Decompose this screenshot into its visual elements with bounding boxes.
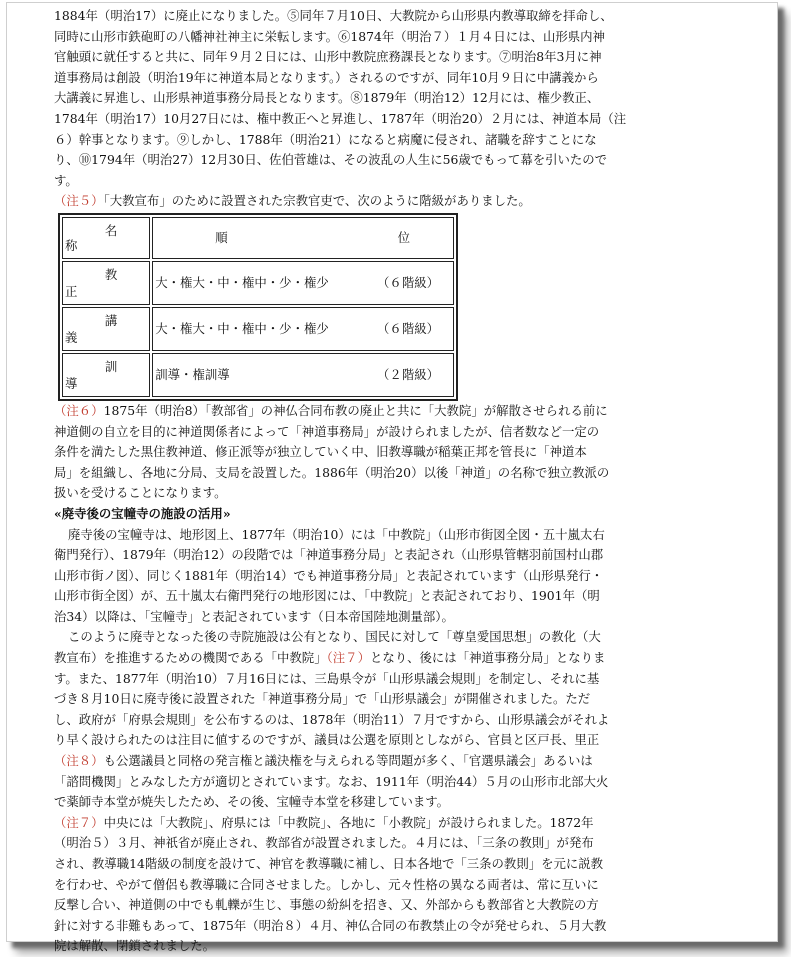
rank-cell (152, 353, 454, 397)
note5-line (54, 191, 734, 212)
text-line: 1784年（明治17）10月27日には、権中教正へと昇進し、1787年（明治20）２月には、神道本局（注 (54, 110, 627, 126)
rank-level: （２階級） (377, 366, 439, 382)
text-line: ６）幹事となります。⑨しかし、1788年（明治21）になると病魔に侵され、諸職を辞すことにな (54, 131, 597, 147)
text-line: づき８月10日に廃寺後に設置された「神道事務分局」で「山形県議会」が開催されました。ただ (54, 691, 591, 707)
note6-text: 1875年（明治8）「教部省」の神仏合同布教の廃止と共に「大教院」が解散させられる前に (103, 402, 608, 418)
header-name-bottom: 称 (65, 238, 78, 254)
header-rank-cell (152, 217, 454, 259)
table-row (62, 353, 454, 397)
text-line: 針に対する非難もあって、1875年（明治８）４月、神仏合同の布教禁止の令が発せられ、５月大教 (54, 917, 607, 933)
header-col-b: 位 (397, 229, 411, 245)
text-line: 院は解散、閉鎖されました。 (54, 938, 216, 954)
text-line: 山形市街全図）が、五十嵐太右衛門発行の地形図には、「中教院」と表記されており、1901年（明 (54, 588, 600, 604)
text-line: 廃寺後の宝幢寺は、地形図上、1877年（明治10）には「中教院」（山形市街図全図・五十嵐太右 (68, 526, 605, 542)
text-line: 条件を満たした黒住教神道、修正派等が独立していく中、旧教導職が稲葉正邦を管長に「神道本 (54, 444, 587, 460)
text-line: 神道側の自立を目的に神道関係者によって「神道事務局」が設けられましたが、信者数など一定の (54, 423, 600, 439)
text-line: 官触頭に就任すると共に、同年９月２日には、山形中教院庶務課長となります。⑦明治8年3月に神 (54, 49, 602, 65)
note5-text: 「大教宣布」のために設置された宗教官吏で、次のように階級がありました。 (103, 193, 531, 209)
rank-level: （６階級） (377, 320, 439, 336)
name-cell (62, 353, 150, 397)
table-row (62, 261, 454, 305)
rank-list: 訓導・権訓導 (155, 366, 230, 382)
header-name-cell (62, 217, 150, 259)
section-heading: «廃寺後の宝幢寺の施設の活用» (54, 505, 231, 521)
note7-first-line (54, 813, 734, 834)
text-line: り、⑩1794年（明治27）12月30日、佐伯菅雄は、その波乱の人生に56歳でもって幕を引いたので (54, 152, 608, 168)
header-name-top: 名 (104, 222, 118, 238)
text-line: を行わせ、やがて僧侶も教導職に合同させました。しかし、元々性格の異なる両者は、常に互いに (54, 876, 599, 892)
text-line: （明治５）３月、神祇省が廃止され、教部省が設置されました。４月には、「三条の教則」が発布 (54, 835, 594, 851)
text-line: し、政府が「府県会規則」を公布するのは、1878年（明治11）７月ですから、山形県議会がそれよ (54, 711, 610, 727)
name-cell (62, 261, 150, 305)
name-top: 訓 (104, 358, 118, 374)
note6-first-line (54, 401, 734, 422)
text-line: され、教導職14階級の制度を設けて、神官を教導職に補し、日本各地で「三条の教則」を元に説教 (54, 856, 604, 871)
note7-label: （注７） (54, 814, 104, 830)
text-line: 局」を組織し、各地に分局、支局を設置した。1886年（明治20）以後「神道」の名称で独立教派の (54, 464, 610, 480)
text-line: 同時に山形市鉄砲町の八幡神社神主に栄転します。⑥1874年（明治７）１月４日には、山形県内神 (54, 28, 605, 44)
rank-list: 大・権大・中・権中・少・権少 (155, 274, 329, 290)
note6-label: （注６） (54, 402, 104, 418)
text-line: す。 (54, 172, 78, 188)
text-line: 反撃し合い、神道側の中でも軋轢が生じ、事態の紛糾を招き、又、外部からも教部省と大教院の方 (54, 897, 599, 913)
name-cell (62, 307, 150, 351)
table-row (62, 307, 454, 351)
text-line: このように廃寺となった後の寺院施設は公有となり、国民に対して「尊皇愛国思想」の教化（大 (68, 629, 601, 645)
text-line: 道事務局は創設（明治19年に神道本局となります。）されるのですが、同年10月９日に中講義から (54, 69, 599, 85)
name-bottom: 義 (65, 330, 78, 346)
rank-level: （６階級） (377, 274, 439, 290)
text-line: 衛門発行）、1879年（明治12）の段階では「神道事務分局」と表記され（山形県管轄羽前国村山郡 (54, 547, 604, 563)
text-line: で薬師寺本堂が焼失したため、その後、宝幢寺本堂を移建しています。 (54, 794, 450, 810)
text-line: 扱いを受けることになります。 (54, 485, 227, 501)
note5-label: （注５） (54, 193, 104, 209)
document-body (54, 6, 734, 957)
name-bottom: 導 (65, 376, 78, 392)
rank-cell (152, 261, 454, 305)
text-line (54, 751, 734, 772)
name-top: 講 (104, 312, 118, 328)
text-segment: も公選議員と同格の発言権と議決権を与えられる等問題が多く、「官選県議会」あるいは (103, 753, 593, 769)
name-bottom: 正 (65, 284, 78, 300)
text-line: す。また、1877年（明治10）７月16日には、三島県令が「山形県議会規則」を制定し、それに基 (54, 670, 600, 686)
header-col-a: 順 (215, 229, 228, 245)
rank-table (58, 213, 458, 401)
text-line: 山形市街ノ図）、同じく1881年（明治14）でも神道事務分局」と表記されています（山形県発行・ (54, 567, 604, 583)
rank-list: 大・権大・中・権中・少・権少 (155, 320, 329, 336)
text-line (54, 648, 734, 669)
note7-ref: （注７） (326, 650, 370, 666)
text-segment: 教宣布）を推進するための機関である「中教院」 (54, 650, 327, 666)
note8-ref: （注８） (54, 753, 104, 769)
text-line: 大講義に昇進し、山形県神道事務分局長となります。⑧1879年（明治12）12月には、権少教正、 (54, 90, 600, 106)
rank-cell (152, 307, 454, 351)
table-header-row (62, 217, 454, 259)
text-line: 1884年（明治17）に廃止になりました。⑤同年７月10日、大教院から山形県内教導取締を拝命し、 (54, 8, 613, 23)
name-top: 教 (104, 266, 118, 282)
note7-text: 中央には「大教院」、府県には「中教院」、各地に「小教院」が設けられました。1872年 (103, 814, 594, 830)
text-segment: となり、後には「神道事務分局」となりま (369, 650, 606, 666)
text-line: 治34）以降は、「宝幢寺」と表記されています（日本帝国陸地測量部）。 (54, 608, 454, 624)
text-line: り早く設けられたのは注目に値するのですが、議員は公選を原則としながら、官員と区戸長、里正 (54, 732, 600, 748)
text-line: 「諮問機関」とみなした方が適切とされています。なお、1911年（明治44）５月の山形市北部大火 (54, 773, 609, 789)
